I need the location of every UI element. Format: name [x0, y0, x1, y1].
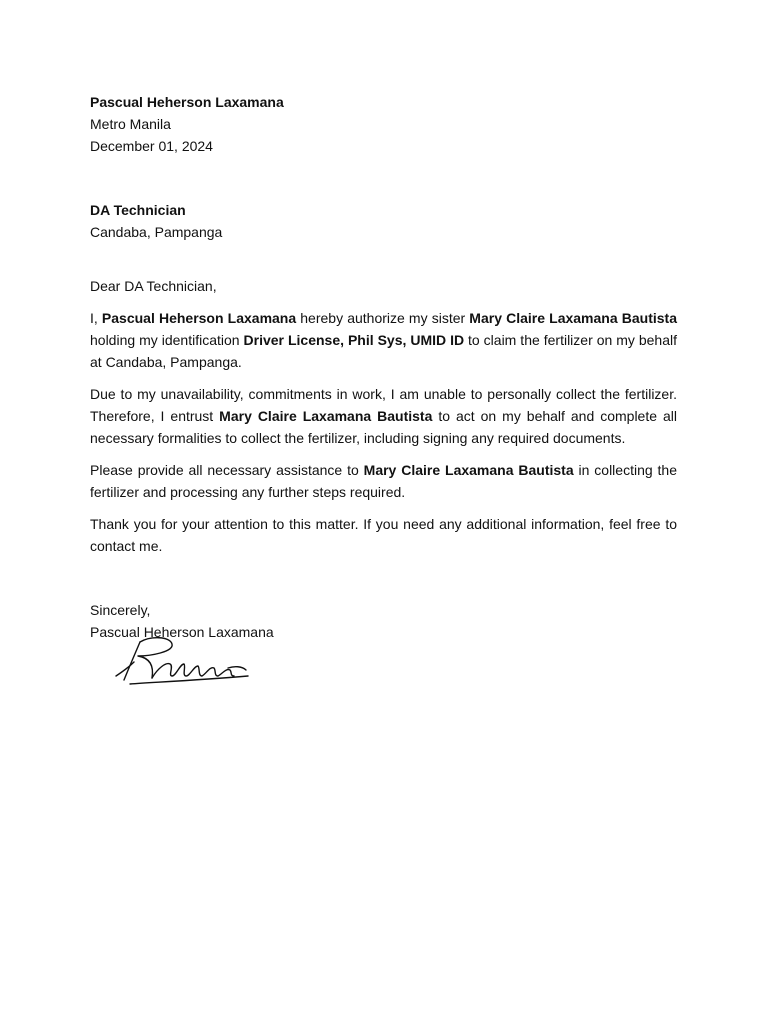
identification-list: Driver License, Phil Sys, UMID ID	[243, 332, 465, 348]
recipient-location: Candaba, Pampanga	[90, 224, 223, 240]
representative-name: Mary Claire Laxamana Bautista	[363, 462, 574, 478]
closing-name: Pascual Heherson Laxamana	[90, 624, 274, 640]
paragraph-text: hereby authorize my sister	[296, 310, 470, 326]
sender-name: Pascual Heherson Laxamana	[90, 94, 284, 110]
spacer	[90, 157, 677, 199]
closing-word: Sincerely,	[90, 602, 151, 618]
paragraph-thanks: Thank you for your attention to this matter. If you need any additional information, feel free to contact me.	[90, 516, 677, 554]
representative-name: Mary Claire Laxamana Bautista	[219, 408, 433, 424]
paragraph-text: Please provide all necessary assistance to	[90, 462, 364, 478]
paragraph-text: to claim the fertilizer on my behalf at Candaba, Pampanga.	[90, 332, 678, 370]
spacer	[90, 243, 677, 275]
recipient-title: DA Technician	[90, 202, 186, 218]
paragraph-text: in collecting the fertilizer and processing any further steps required.	[90, 462, 677, 500]
sender-location: Metro Manila	[90, 116, 171, 132]
paragraph-text: holding my identification	[90, 332, 244, 348]
salutation: Dear DA Technician,	[90, 278, 217, 294]
representative-name: Mary Claire Laxamana Bautista	[469, 310, 677, 326]
paragraph-reason	[90, 383, 677, 449]
letter-body	[90, 91, 677, 643]
paragraph-request	[90, 459, 677, 503]
paragraph-text: I,	[90, 310, 102, 326]
authorizer-name: Pascual Heherson Laxamana	[101, 310, 297, 326]
paragraph-authorization	[90, 307, 677, 373]
letter-date: December 01, 2024	[90, 138, 213, 154]
paragraph-text: Due to my unavailability, commitments in work, I am unable to personally collect the fertilizer. Therefore, I entrust	[90, 386, 677, 424]
signature-mark	[110, 632, 255, 688]
spacer	[90, 567, 677, 599]
paragraph-text: to act on my behalf and complete all necessary formalities to collect the fertilizer, including signing any required documents.	[90, 408, 677, 446]
